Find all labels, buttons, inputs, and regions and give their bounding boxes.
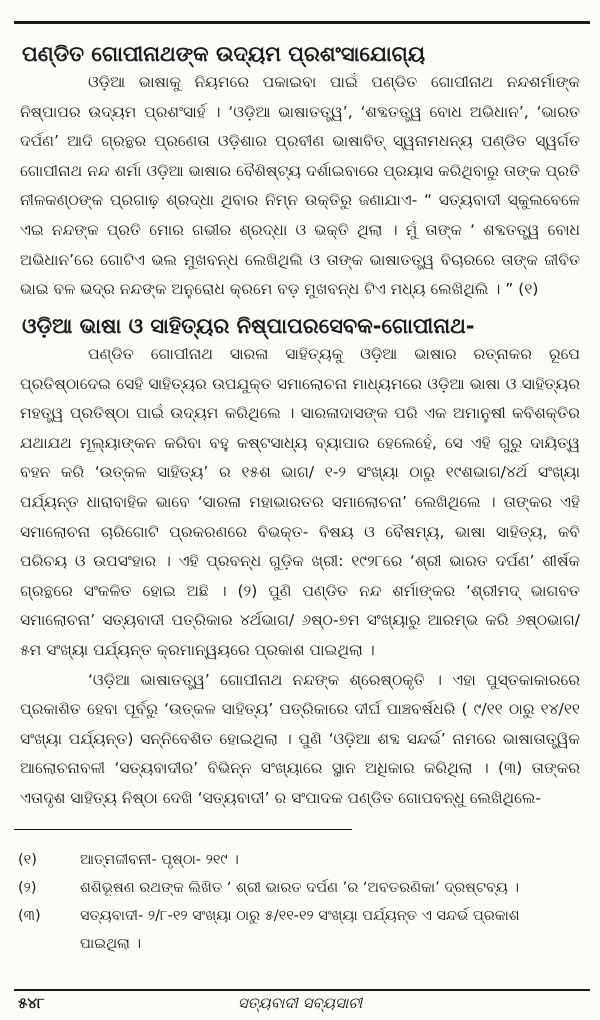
footnote-divider	[14, 829, 352, 830]
footnote-continuation: ପାଇଥିଲା ।	[80, 936, 142, 952]
page-footer	[0, 994, 600, 1016]
footnote-text: ଆତ୍ମଜୀବନୀ- ପୃଷ୍ଠା- ୨୧୯ ।	[80, 852, 239, 868]
paragraph: ଓଡ଼ିଆ ଭାଷାକୁ ନିୟମରେ ପକାଇବା ପାଇଁ ପଣ୍ଡିତ ଗୋପୀନାଥ ନନ୍ଦଶର୍ମାଙ୍କ ନିଷ୍ପାପର ଉଦ୍ୟମ ପ୍ରଶଂସାର୍ହ । ‘ଓଡ଼ିଆ ଭାଷାତତ୍ତ୍ୱ’, ‘ଶବ୍ଦତତ୍ତ୍ୱ ବୋଧ ଅଭିଧାନ’, ‘ଭାରତ ଦର୍ପଣ’ ଆଦି ଗ୍ରନ୍ଥର ପ୍ରଣେତା ଓଡ଼ିଶାର ପ୍ରବୀଣ ଭାଷାବିତ୍ ସ୍ୱନାମଧନ୍ୟ ପଣ୍ଡିତ ସ୍ୱର୍ଗତ ଗୋପୀନାଥ ନନ୍ଦ ଶର୍ମା ଓଡ଼ିଆ ଭାଷାର ବୈଶିଷ୍ଟ୍ୟ ଦର୍ଶାଇବାରେ ପ୍ରୟାସ କରିଥିବାରୁ ତାଙ୍କ ପ୍ରତି ନୀଳକଣ୍ଠଙ୍କ ପ୍ରଗାଢ଼ ଶ୍ରଦ୍ଧା ଥିବାର ନିମ୍ନ ଉକ୍ତିରୁ ଜଣାଯାଏ- “ ସତ୍ୟବାଦୀ ସ୍କୁଲବେଳେ ଏଇ ନନ୍ଦଙ୍କ ପ୍ରତି ମୋର ଗଭୀର ଶ୍ରଦ୍ଧା ଓ ଭକ୍ତି ଥିଲା । ମୁଁ ତାଙ୍କ ‘ ଶବ୍ଦତତ୍ତ୍ୱ ବୋଧ ଅଭିଧାନ’ରେ ଗୋଟିଏ ଭଲ ମୁଖବନ୍ଧ ଲେଖିଥିଲି ଓ ତାଙ୍କ ଭାଷାତତ୍ତ୍ୱ ବିଚାରରେ ତାଙ୍କ ଜୀବିତ ଭାଇ ବଳ ଭଦ୍ର ନନ୍ଦଙ୍କ ଅନୁରୋଧ କ୍ରମେ ବଡ଼ ମୁଖବନ୍ଧ ଟିଏ ମଧ୍ୟ ଲେଖିଥିଲି । ” (୧)	[20, 73, 580, 299]
section-heading-2: ଓଡ଼ିଆ ଭାଷା ଓ ସାହିତ୍ୟର ନିଷ୍ପାପରସେବକ-ଗୋପୀନାଥ-	[22, 314, 475, 338]
section-2-body	[20, 340, 580, 814]
footnote-number: (୧)	[18, 852, 37, 868]
footnote-text: ସତ୍ୟବାଦୀ- ୨/୮-୧୨ ସଂଖ୍ୟା ଠାରୁ ୫/୧୧-୧୨ ସଂଖ୍ୟା ପର୍ଯ୍ୟନ୍ତ ଏ ସନ୍ଦର୍ଭ ପ୍ରକାଶ	[80, 908, 520, 924]
top-rule	[14, 21, 590, 24]
footnote-item	[18, 902, 584, 930]
footnote-item	[18, 874, 584, 902]
footnotes	[18, 846, 584, 958]
footnote-text: ଶଶିଭୂଷଣ ରଥଙ୍କ ଲିଖିତ ‘ ଶ୍ରୀ ଭାରତ ଦର୍ପଣ ’ର ‘ଅବତରଣିକା’ ଦ୍ରଷ୍ଟବ୍ୟ ।	[80, 880, 520, 896]
section-1-body	[20, 68, 580, 305]
section-heading-1: ପଣ୍ଡିତ ଗୋପୀନାଥଙ୍କ ଉଦ୍ୟମ ପ୍ରଶଂସାଯୋଗ୍ୟ	[22, 42, 426, 66]
paragraph: ‘ଓଡ଼ିଆ ଭାଷାତତ୍ତ୍ୱ’ ଗୋପୀନାଥ ନନ୍ଦଙ୍କ ଶ୍ରେଷ୍ଠକୃତି । ଏହା ପୁସ୍ତକାକାରରେ ପ୍ରକାଶିତ ହେବା ପୂର୍ବରୁ ‘ଉତ୍କଳ ସାହିତ୍ୟ’ ପତ୍ରିକାରେ ଦୀର୍ଘ ପାଞ୍ଚବର୍ଷଧରି ( ୯/୧୧ ଠାରୁ ୧୪/୧୧ ସଂଖ୍ୟା ପର୍ଯ୍ୟନ୍ତ) ସନ୍ନିବେଶିତ ହୋଇଥିଲା । ପୁଣି ‘ଓଡ଼ିଆ ଶବ୍ଦ ସନ୍ଦର୍ଭ’ ନାମରେ ଭାଷାତାତ୍ତ୍ୱିକ ଆଲୋଚନାବଳୀ ‘ସତ୍ୟବାଦୀର’ ବିଭିନ୍ନ ସଂଖ୍ୟାରେ ସ୍ଥାନ ଅଧିକାର କରିଥିଲା । (୩) ତାଙ୍କର ଏତାଦୃଶ ସାହିତ୍ୟ ନିଷ୍ଠା ଦେଖି ‘ସତ୍ୟବାଦୀ’ ର ସଂପାଦକ ପଣ୍ଡିତ ଗୋପବନ୍ଧୁ ଲେଖିଥିଲେ-	[20, 670, 580, 807]
running-title: ସତ୍ୟବାଦୀ ସବ୍ୟସାଚୀ	[237, 994, 363, 1012]
footnote-number: (୨)	[18, 880, 37, 896]
footnote-item	[18, 846, 584, 874]
footnote-number: (୩)	[18, 908, 41, 924]
paragraph: ପଣ୍ଡିତ ଗୋପୀନାଥ ସାରଳା ସାହିତ୍ୟକୁ ଓଡ଼ିଆ ଭାଷାର ରତ୍ନାକର ରୂପେ ପ୍ରତିଷ୍ଠାଦେଇ ସେହି ସାହିତ୍ୟର ଉପଯୁକ୍ତ ସମାଲୋଚନା ମାଧ୍ୟମରେ ଓଡ଼ିଆ ଭାଷା ଓ ସାହିତ୍ୟର ମହତ୍ତ୍ୱ ପ୍ରତିଷ୍ଠା ପାଇଁ ଉଦ୍ୟମ କରିଥିଲେ । ସାରଳାଦାସଙ୍କ ପରି ଏକ ଅମାନୁଷୀ କବିଶକ୍ତିର ଯଥାଯଥ ମୂଲ୍ୟାଙ୍କନ କରିବା ବହୁ କଷ୍ଟସାଧ୍ୟ ବ୍ୟାପାର ହେଲେହେଁ, ସେ ଏହି ଗୁରୁ ଦାୟିତ୍ୱ ବହନ କରି ‘ଉତ୍କଳ ସାହିତ୍ୟ’ ର ୧୫ଶ ଭାଗ/ ୧-୨ ସଂଖ୍ୟା ଠାରୁ ୧୯ଶଭାଗ/୪ର୍ଥ ସଂଖ୍ୟା ପର୍ଯ୍ୟନ୍ତ ଧାରାବାହିକ ଭାବେ ‘ସାରଳା ମହାଭାରତର ସମାଲୋଚନା’ ଲେଖିଥିଲେ । ତାଙ୍କର ଏହି ସମାଲୋଚନା ଚାରିଗୋଟି ପ୍ରକରଣରେ ବିଭକ୍ତ- ବିଷୟ ଓ ବୈଷମ୍ୟ, ଭାଷା ସାହିତ୍ୟ, କବି ପରିଚୟ ଓ ଉପସଂହାର । ଏହି ପ୍ରବନ୍ଧ ଗୁଡ଼ିକ ଖ୍ରୀ: ୧୯୨୮ରେ ‘ଶ୍ରୀ ଭାରତ ଦର୍ପଣ’ ଶୀର୍ଷକ ଗ୍ରନ୍ଥରେ ସଂକଳିତ ହୋଇ ଅଛି । (୨) ପୁଣି ପଣ୍ଡିତ ନନ୍ଦ ଶର୍ମାଙ୍କର ‘ଶ୍ରୀମଦ୍ ଭାଗବତ ସମାଲୋଚନା’ ସତ୍ୟବାଦୀ ପତ୍ରିକାର ୪ର୍ଥଭାଗ/ ୬ଷ୍ଠ-୭ମ ସଂଖ୍ୟାରୁ ଆରମ୍ଭ କରି ୬ଷ୍ଠଭାଗ/୫ମ ସଂଖ୍ୟା ପର୍ଯ୍ୟନ୍ତ କ୍ରମାନ୍ୱୟରେ ପ୍ରକାଶ ପାଇଥିଲା ।	[20, 345, 580, 659]
bottom-rule	[14, 989, 590, 991]
page-number: ୫୪୮	[18, 994, 45, 1012]
